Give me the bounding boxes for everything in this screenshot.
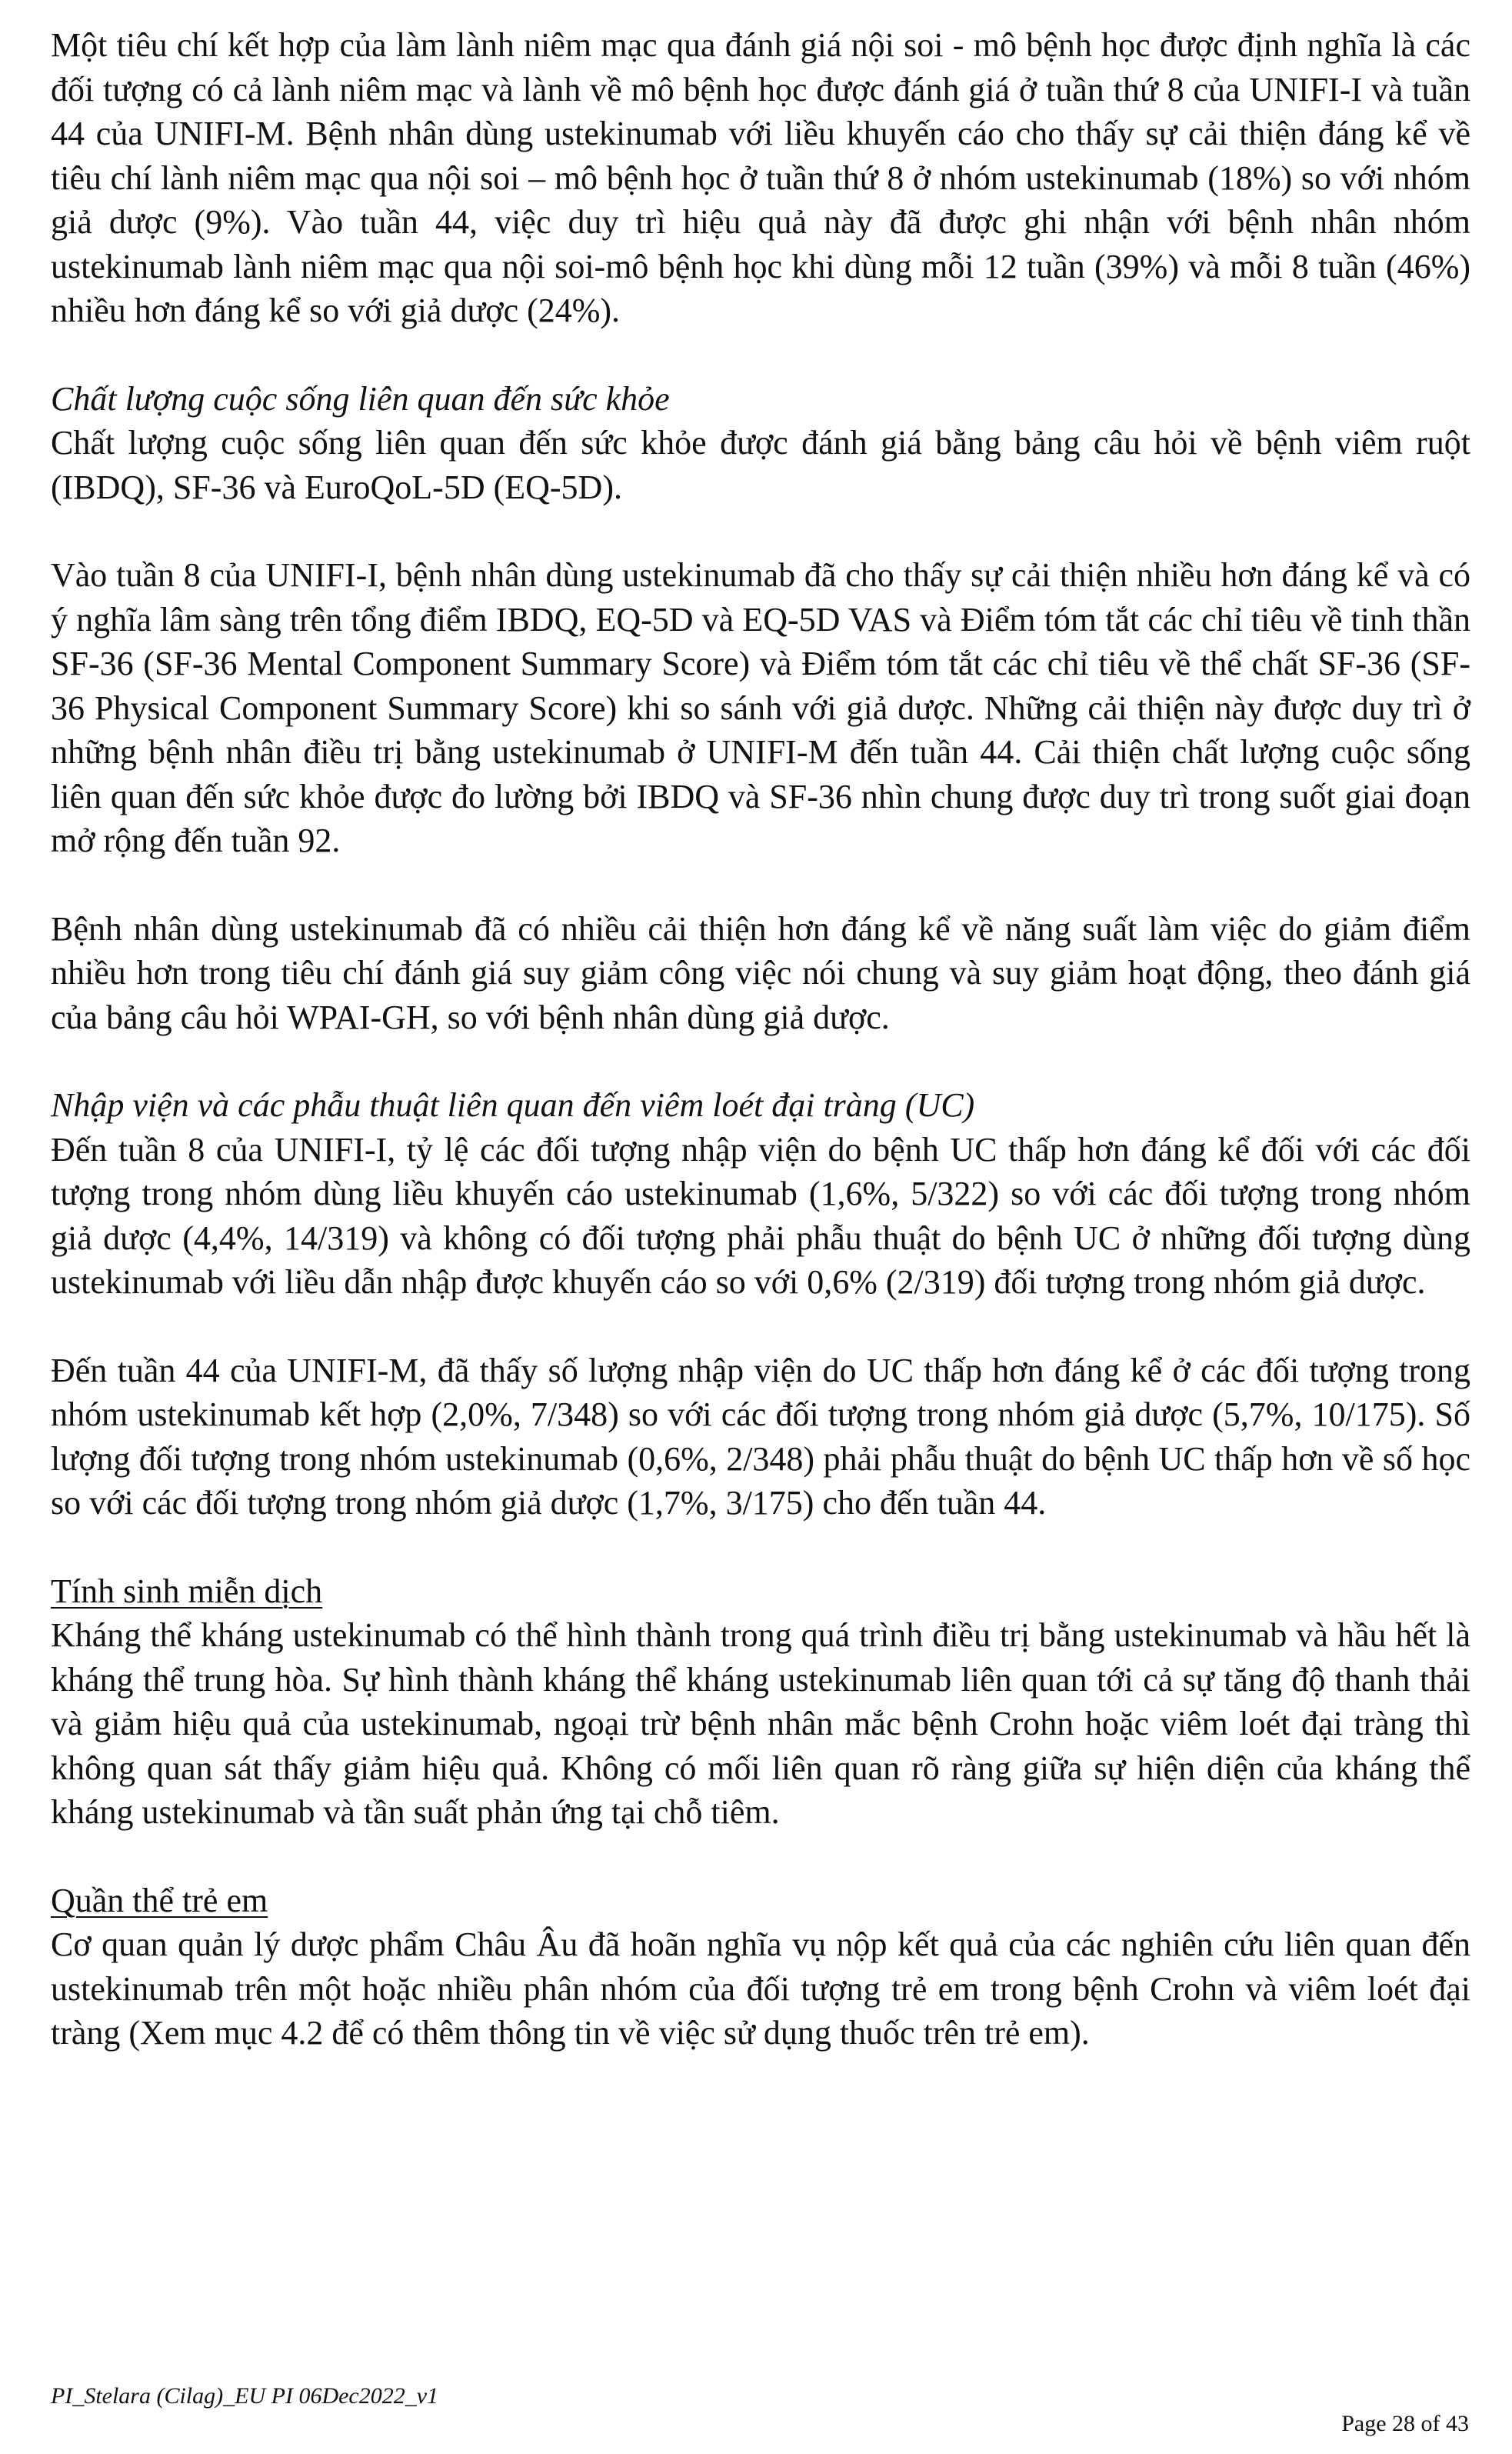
section-heading-hospitalization: Nhập viện và các phẫu thuật liên quan đến viêm loét đại tràng (UC) <box>51 1086 975 1124</box>
paragraph-hospitalization-week44: Đến tuần 44 của UNIFI-M, đã thấy số lượng nhập viện do UC thấp hơn đáng kể ở các đối tượng trong nhóm ustekinumab kết hợp (2,0%, 7/348) so với các đối tượng trong nhóm giả dược (5,7%, 10/175). Số lượng đối tượng trong nhóm ustekinumab (0,6%, 2/348) phải phẫu thuật do bệnh UC thấp hơn về số học so với các đối tượng trong nhóm giả dược (1,7%, 3/175) cho đến tuần 44. <box>51 1351 1470 1522</box>
document-body <box>51 23 1470 2056</box>
footer-document-id: PI_Stelara (Cilag)_EU PI 06Dec2022_v1 <box>51 2383 439 2409</box>
paragraph-histologic-healing: Một tiêu chí kết hợp của làm lành niêm mạc qua đánh giá nội soi - mô bệnh học được định nghĩa là các đối tượng có cả lành niêm mạc và lành về mô bệnh học được đánh giá ở tuần thứ 8 của UNIFI-I và tuần 44 của UNIFI-M. Bệnh nhân dùng ustekinumab với liều khuyến cáo cho thấy sự cải thiện đáng kể về tiêu chí lành niêm mạc qua nội soi – mô bệnh học ở tuần thứ 8 ở nhóm ustekinumab (18%) so với nhóm giả dược (9%). Vào tuần 44, việc duy trì hiệu quả này đã được ghi nhận với bệnh nhân nhóm ustekinumab lành niêm mạc qua nội soi-mô bệnh học khi dùng mỗi 12 tuần (39%) và mỗi 8 tuần (46%) nhiều hơn đáng kể so với giả dược (24%). <box>51 26 1470 329</box>
footer-page-number: Page 28 of 43 <box>1341 2411 1469 2436</box>
paragraph-work-productivity: Bệnh nhân dùng ustekinumab đã có nhiều cải thiện hơn đáng kể về năng suất làm việc do giảm điểm nhiều hơn trong tiêu chí đánh giá suy giảm công việc nói chung và suy giảm hoạt động, theo đánh giá của bảng câu hỏi WPAI-GH, so với bệnh nhân dùng giả dược. <box>51 909 1470 1036</box>
section-heading-quality-of-life: Chất lượng cuộc sống liên quan đến sức khỏe <box>51 379 670 418</box>
section-heading-immunogenicity: Tính sinh miễn dịch <box>51 1572 323 1610</box>
paragraph-immunogenicity: Kháng thể kháng ustekinumab có thể hình thành trong quá trình điều trị bằng ustekinumab và hầu hết là kháng thể trung hòa. Sự hình thành kháng thể kháng ustekinumab liên quan tới cả sự tăng độ thanh thải và giảm hiệu quả của ustekinumab, ngoại trừ bệnh nhân mắc bệnh Crohn hoặc viêm loét đại tràng thì không quan sát thấy giảm hiệu quả. Không có mối liên quan rõ ràng giữa sự hiện diện của kháng thể kháng ustekinumab và tần suất phản ứng tại chỗ tiêm. <box>51 1616 1470 1831</box>
paragraph-qol-results: Vào tuần 8 của UNIFI-I, bệnh nhân dùng ustekinumab đã cho thấy sự cải thiện nhiều hơn đáng kể và có ý nghĩa lâm sàng trên tổng điểm IBDQ, EQ-5D và EQ-5D VAS và Điểm tóm tắt các chỉ tiêu về tinh thần SF-36 (SF-36 Mental Component Summary Score) và Điểm tóm tắt các chỉ tiêu về thể chất SF-36 (SF-36 Physical Component Summary Score) khi so sánh với giả dược. Những cải thiện này được duy trì ở những bệnh nhân điều trị bằng ustekinumab ở UNIFI-M đến tuần 44. Cải thiện chất lượng cuộc sống liên quan đến sức khỏe được đo lường bởi IBDQ và SF-36 nhìn chung được duy trì trong suốt giai đoạn mở rộng đến tuần 92. <box>51 556 1470 859</box>
section-heading-paediatric: Quần thể trẻ em <box>51 1881 268 1919</box>
paragraph-qol-measures: Chất lượng cuộc sống liên quan đến sức khỏe được đánh giá bằng bảng câu hỏi về bệnh viêm ruột (IBDQ), SF-36 và EuroQoL-5D (EQ-5D). <box>51 424 1470 506</box>
paragraph-paediatric: Cơ quan quản lý dược phẩm Châu Âu đã hoãn nghĩa vụ nộp kết quả của các nghiên cứu liên quan đến ustekinumab trên một hoặc nhiều phân nhóm của đối tượng trẻ em trong bệnh Crohn và viêm loét đại tràng (Xem mục 4.2 để có thêm thông tin về việc sử dụng thuốc trên trẻ em). <box>51 1926 1470 2052</box>
paragraph-hospitalization-week8: Đến tuần 8 của UNIFI-I, tỷ lệ các đối tượng nhập viện do bệnh UC thấp hơn đáng kể đối với các đối tượng trong nhóm dùng liều khuyến cáo ustekinumab (1,6%, 5/322) so với các đối tượng trong nhóm giả dược (4,4%, 14/319) và không có đối tượng phải phẫu thuật do bệnh UC ở những đối tượng dùng ustekinumab với liều dẫn nhập được khuyến cáo so với 0,6% (2/319) đối tượng trong nhóm giả dược. <box>51 1130 1470 1301</box>
